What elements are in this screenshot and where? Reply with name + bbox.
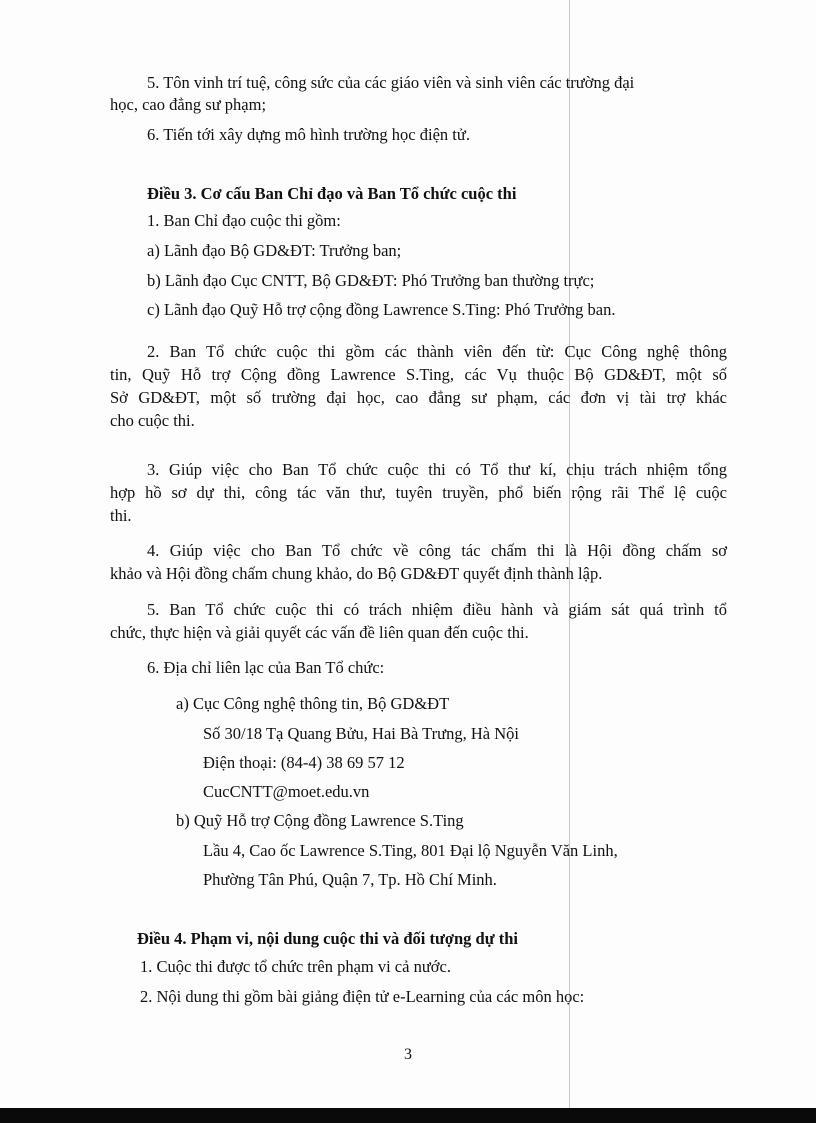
- text-line: 6. Tiến tới xây dựng mô hình trường học điện tử.: [147, 125, 470, 144]
- scan-border-bottom: [0, 1108, 816, 1123]
- article-4-heading: Điều 4. Phạm vi, nội dung cuộc thi và đối tượng dự thi: [137, 929, 519, 948]
- text-line: 1. Cuộc thi được tổ chức trên phạm vi cả nước.: [140, 957, 451, 976]
- text-line: 5. Tôn vinh trí tuệ, công sức của các giáo viên và sinh viên các trường đại: [147, 73, 635, 92]
- page-number: 3: [404, 1046, 412, 1063]
- article-3-heading: Điều 3. Cơ cấu Ban Chỉ đạo và Ban Tổ chức cuộc thi: [147, 184, 517, 203]
- address-line: a) Cục Công nghệ thông tin, Bộ GD&ĐT: [176, 694, 450, 713]
- text-line: Sở GD&ĐT, một số trường đại học, cao đẳng sư phạm, các đơn vị tài trợ khác: [110, 388, 727, 407]
- text-line: hợp hồ sơ dự thi, công tác văn thư, tuyên truyền, phổ biến rộng rãi Thể lệ cuộc: [110, 483, 727, 502]
- text-line: chức, thực hiện và giải quyết các vấn đề liên quan đến cuộc thi.: [110, 623, 529, 642]
- text-line: 3. Giúp việc cho Ban Tổ chức cuộc thi có Tổ thư kí, chịu trách nhiệm tổng: [147, 460, 727, 479]
- text-line: cho cuộc thi.: [110, 411, 195, 430]
- text-line: 1. Ban Chỉ đạo cuộc thi gồm:: [147, 211, 341, 230]
- list-item: b) Lãnh đạo Cục CNTT, Bộ GD&ĐT: Phó Trưởng ban thường trực;: [147, 271, 595, 290]
- text-line: 4. Giúp việc cho Ban Tổ chức về công tác chấm thi là Hội đồng chấm sơ: [147, 541, 727, 560]
- address-line: Lầu 4, Cao ốc Lawrence S.Ting, 801 Đại lộ Nguyễn Văn Linh,: [203, 841, 618, 860]
- text-line: 5. Ban Tổ chức cuộc thi có trách nhiệm điều hành và giám sát quá trình tổ: [147, 600, 727, 619]
- address-line: Điện thoại: (84-4) 38 69 57 12: [203, 753, 405, 772]
- text-line: 6. Địa chỉ liên lạc của Ban Tổ chức:: [147, 658, 385, 677]
- text-line: 2. Ban Tổ chức cuộc thi gồm các thành viên đến từ: Cục Công nghệ thông: [147, 342, 727, 361]
- address-line: b) Quỹ Hỗ trợ Cộng đồng Lawrence S.Ting: [176, 811, 464, 830]
- address-line: Phường Tân Phú, Quận 7, Tp. Hồ Chí Minh.: [203, 870, 497, 889]
- text-line: học, cao đẳng sư phạm;: [110, 95, 267, 114]
- list-item: a) Lãnh đạo Bộ GD&ĐT: Trưởng ban;: [147, 241, 402, 260]
- email-text: CucCNTT@moet.edu.vn: [203, 782, 370, 801]
- text-line: khảo và Hội đồng chấm chung khảo, do Bộ GD&ĐT quyết định thành lập.: [110, 564, 603, 583]
- list-item: c) Lãnh đạo Quỹ Hỗ trợ cộng đồng Lawrence S.Ting: Phó Trưởng ban.: [147, 300, 616, 319]
- text-line: 2. Nội dung thi gồm bài giảng điện tử e-Learning của các môn học:: [140, 987, 585, 1006]
- text-line: thi.: [110, 506, 132, 525]
- address-line: Số 30/18 Tạ Quang Bửu, Hai Bà Trưng, Hà Nội: [203, 724, 519, 743]
- text-line: tin, Quỹ Hỗ trợ Cộng đồng Lawrence S.Ting, các Vụ thuộc Bộ GD&ĐT, một số: [110, 365, 727, 384]
